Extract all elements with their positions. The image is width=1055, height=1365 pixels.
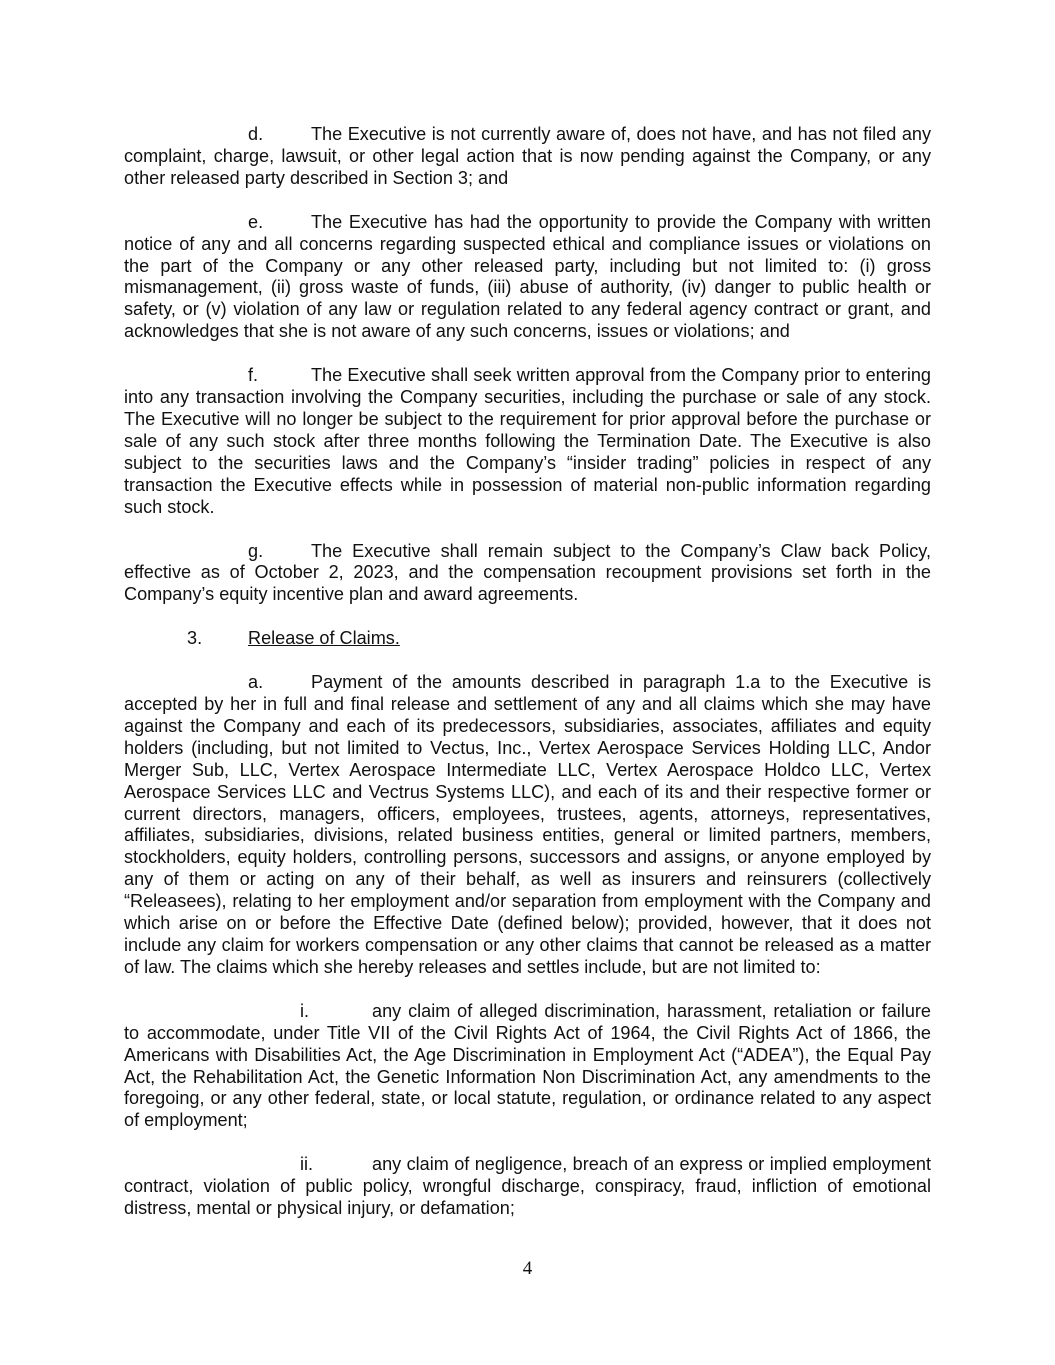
paragraph-text: The Executive shall remain subject to the Company’s Claw back Policy, effective as of October 2, 2023, and the compensation recoupment provisions set forth in the Company’s equity incentive plan and award agreements.: [124, 540, 931, 605]
roman-label: i.: [300, 1000, 310, 1021]
paragraph-label: f.: [248, 365, 259, 386]
section-title: Release of Claims.: [248, 628, 400, 649]
paragraph-e: [124, 212, 931, 343]
paragraph-f: [124, 365, 931, 518]
paragraph-3a: [124, 672, 931, 979]
roman-item-ii: [124, 1154, 931, 1220]
paragraph-text: The Executive is not currently aware of, does not have, and has not filed any complaint, charge, lawsuit, or other legal action that is now pending against the Company, or any other released party described in Section 3; and: [124, 124, 931, 188]
roman-text: any claim of negligence, breach of an express or implied employment contract, violation of public policy, wrongful discharge, conspiracy, fraud, infliction of emotional distress, mental or physical injury, or defamation;: [124, 1154, 931, 1219]
paragraph-label: g.: [248, 540, 264, 561]
paragraph-g: [124, 541, 931, 607]
paragraph-label: a.: [248, 672, 264, 693]
paragraph-text: Payment of the amounts described in paragraph 1.a to the Executive is accepted by her in full and final release and settlement of any and all claims which she may have against the Company and each of its predecessors, subsidiaries, associates, affiliates and equity holders (including, but not limited to Vectus, Inc., Vertex Aerospace Services Holding LLC, Andor Merger Sub, LLC, Vertex Aerospace Intermediate LLC, Vertex Aerospace Holdco LLC, Vertex Aerospace Services LLC and Vectrus Systems LLC), and each of its and their respective former or current directors, managers, officers, employees, trustees, agents, attorneys, representatives, affiliates, subsidiaries, divisions, related business entities, general or limited partners, members, stockholders, equity holders, controlling persons, successors and assigns, or anyone employed by any of them or acting on any of their behalf, as well as insurers and reinsurers (collectively “Releasees), relating to her employment and/or separation from employment with the Company and which arise on or before the Effective Date (defined below); provided, however, that it does not include any claim for workers compensation or any other claims that cannot be released as a matter of law. The claims which she hereby releases and settles include, but are not limited to:: [124, 672, 931, 977]
roman-text: any claim of alleged discrimination, harassment, retaliation or failure to accommodate, under Title VII of the Civil Rights Act of 1964, the Civil Rights Act of 1866, the Americans with Disabilities Act, the Age Discrimination in Employment Act (“ADEA”), the Equal Pay Act, the Rehabilitation Act, the Genetic Information Non Discrimination Act, any amendments to the foregoing, or any other federal, state, or local statute, regulation, or ordinance related to any aspect of employment;: [124, 1000, 931, 1131]
paragraph-d: [124, 124, 931, 190]
roman-item-i: [124, 1001, 931, 1132]
section-heading: [124, 628, 931, 650]
page-number: 4: [522, 1258, 533, 1279]
document-page: [124, 124, 931, 1242]
paragraph-text: The Executive shall seek written approval from the Company prior to entering into any transaction involving the Company securities, including the purchase or sale of any stock. The Executive will no longer be subject to the requirement for prior approval before the purchase or sale of any such stock after three months following the Termination Date. The Executive is also subject to the securities laws and the Company’s “insider trading” policies in respect of any transaction the Executive effects while in possession of material non-public information regarding such stock.: [124, 365, 931, 517]
paragraph-text: The Executive has had the opportunity to provide the Company with written notice of any and all concerns regarding suspected ethical and compliance issues or violations on the part of the Company or any other released party, including but not limited to: (i) gross mismanagement, (ii) gross waste of funds, (iii) abuse of authority, (iv) danger to public health or safety, or (v) violation of any law or regulation related to any federal agency contract or grant, and acknowledges that she is not aware of any such concerns, issues or violations; and: [124, 211, 931, 342]
paragraph-label: d.: [248, 124, 264, 144]
paragraph-label: e.: [248, 211, 264, 232]
roman-label: ii.: [300, 1154, 314, 1175]
section-number: 3.: [187, 628, 203, 649]
